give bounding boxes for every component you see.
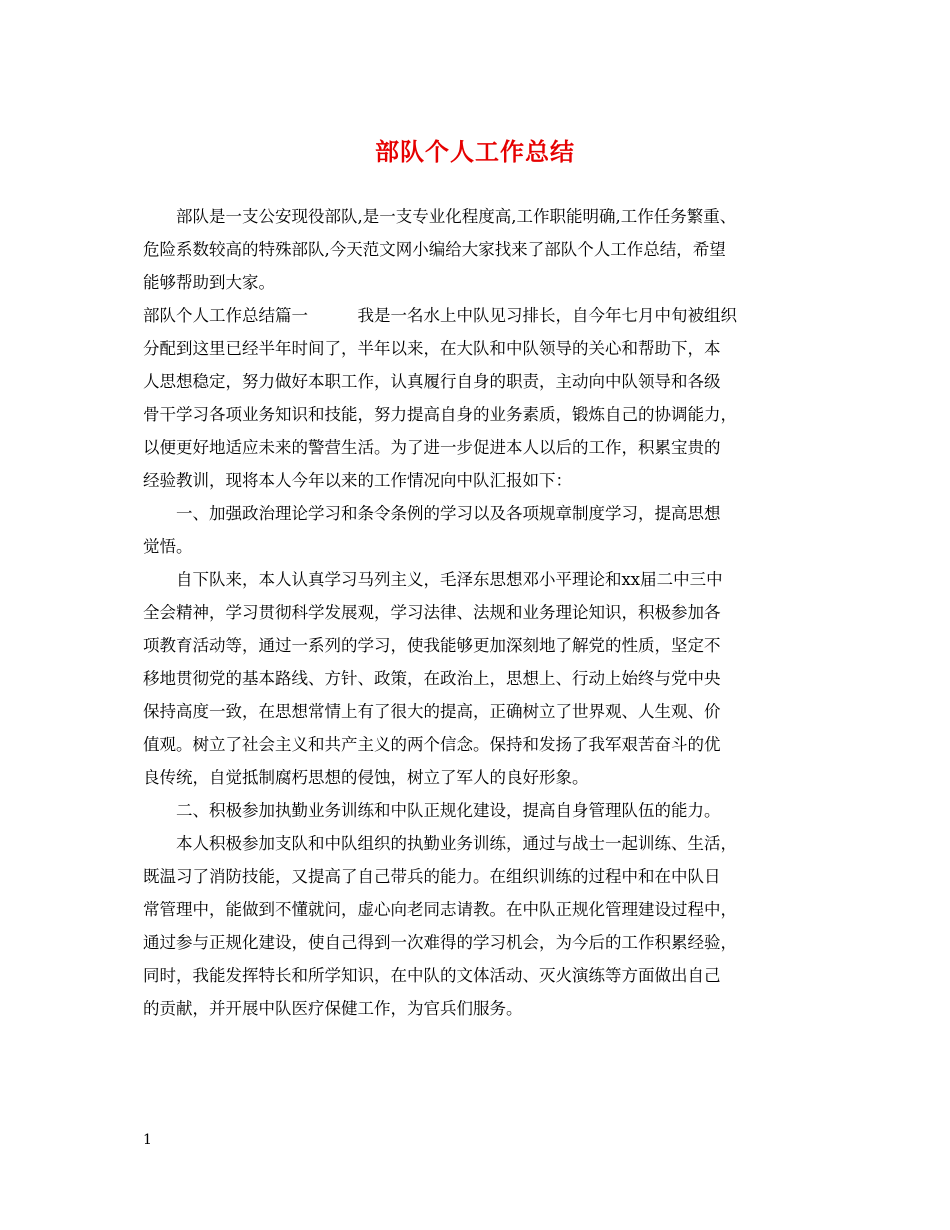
body-line: 保持高度一致，在思想常情上有了很大的提高，正确树立了世界观、人生观、价 [143,702,721,721]
body-line: 人思想稳定，努力做好本职工作，认真履行自身的职责，主动向中队领导和各级 [143,372,721,391]
body-line: 的贡献，并开展中队医疗保健工作，为官兵们服务。 [143,999,523,1018]
document-body [143,200,737,1025]
body-line: 全会精神，学习贯彻科学发展观，学习法律、法规和业务理论知识，积极参加各 [143,603,721,622]
body-line: 以便更好地适应未来的警营生活。为了进一步促进本人以后的工作，积累宝贵的 [143,438,721,457]
body-line: 分配到这里已经半年时间了，半年以来，在大队和中队领导的关心和帮助下，本 [143,339,721,358]
body-line: 移地贯彻党的基本路线、方针、政策，在政治上，思想上、行动上始终与党中央 [143,669,721,688]
body-line: 常管理中，能做到不懂就问，虚心向老同志请教。在中队正规化管理建设过程中， [143,900,737,919]
page-number: 1 [143,1132,152,1148]
body-line: 经验教训，现将本人今年以来的工作情况向中队汇报如下： [143,471,572,490]
body-line: 危险系数较高的特殊部队,今天范文网小编给大家找来了部队个人工作总结，希望 [143,240,726,259]
body-line: 能够帮助到大家。 [143,273,275,292]
body-line: 一、加强政治理论学习和条令条例的学习以及各项规章制度学习，提高思想 [143,504,721,523]
body-line: 骨干学习各项业务知识和技能，努力提高自身的业务素质，锻炼自己的协调能力， [143,405,737,424]
body-line: 二、积极参加执勤业务训练和中队正规化建设，提高自身管理队伍的能力。 [143,801,721,820]
body-line: 本人积极参加支队和中队组织的执勤业务训练，通过与战士一起训练、生活， [143,834,737,853]
document-title: 部队个人工作总结 [375,138,575,166]
body-line: 通过参与正规化建设，使自己得到一次难得的学习机会，为今后的工作积累经验， [143,933,737,952]
body-line: 觉悟。 [143,537,193,556]
body-line: 同时，我能发挥特长和所学知识，在中队的文体活动、灭火演练等方面做出自己 [143,966,721,985]
body-line: 既温习了消防技能，又提高了自己带兵的能力。在组织训练的过程中和在中队日 [143,867,721,886]
body-line: 值观。树立了社会主义和共产主义的两个信念。保持和发扬了我军艰苦奋斗的优 [143,735,721,754]
body-line: 项教育活动等，通过一系列的学习，使我能够更加深刻地了解党的性质，坚定不 [143,636,721,655]
body-line: 部队是一支公安现役部队,是一支专业化程度高,工作职能明确,工作任务繁重、 [143,207,737,226]
body-line: 自下队来，本人认真学习马列主义，毛泽东思想邓小平理论和xx届二中三中 [143,570,723,589]
body-line: 部队个人工作总结篇一 我是一名水上中队见习排长，自今年七月中旬被组织 [143,306,737,325]
body-line: 良传统，自觉抵制腐朽思想的侵蚀，树立了军人的良好形象。 [143,768,589,787]
